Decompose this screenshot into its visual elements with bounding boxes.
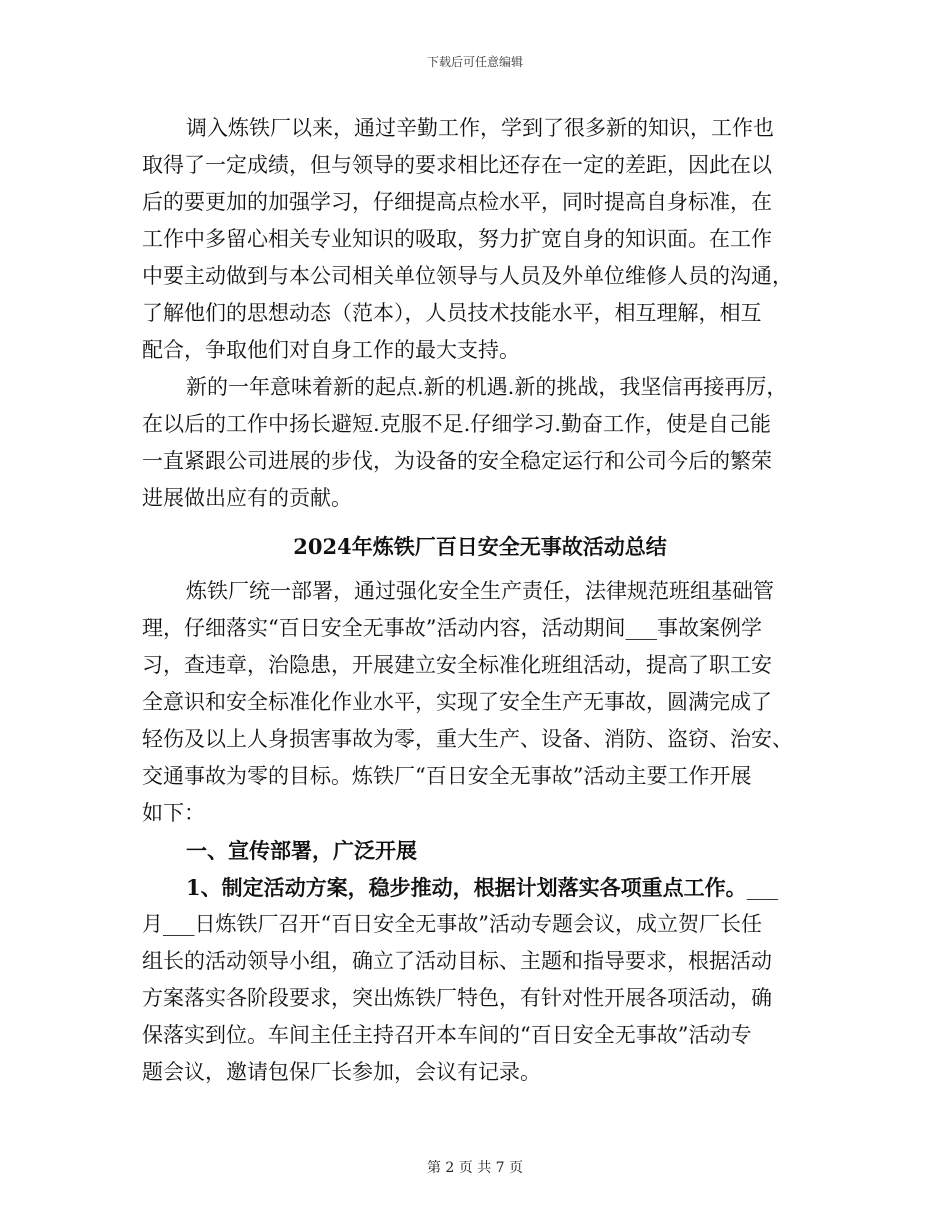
paragraph-summary (142, 573, 818, 832)
paragraph-new-year (142, 369, 818, 517)
text-line: 了解他们的思想动态（范本），人员技术技能水平，相互理解，相互 (142, 301, 762, 325)
text-line: 中要主动做到与本公司相关单位领导与人员及外单位维修人员的沟通， (142, 264, 793, 288)
text-line: 新的一年意味着新的起点.新的机遇.新的挑战，我坚信再接再厉， (186, 375, 788, 399)
blank-underline: ___ (746, 876, 779, 900)
text-line: 交通事故为零的目标。炼铁厂“百日安全无事故”活动主要工作开展 (142, 764, 752, 788)
text-line: 在以后的工作中扬长避短.克服不足.仔细学习.勤奋工作，使是自己能 (142, 412, 772, 436)
paragraph-intro (142, 110, 818, 369)
header-note: 下载后可任意编辑 (426, 55, 523, 69)
section-heading: 一、宣传部署，广泛开展 (186, 838, 417, 863)
text-line (142, 869, 818, 906)
text-line: 组长的活动领导小组，确立了活动目标、主题和指导要求，根据活动 (142, 949, 772, 973)
paragraph-item-1 (142, 869, 818, 1091)
text-line: 题会议，邀请包保厂长参加，会议有记录。 (142, 1060, 541, 1084)
text-line: 调入炼铁厂以来，通过辛勤工作，学到了很多新的知识，工作也 (186, 116, 774, 140)
text-line: 一直紧跟公司进展的步伐，为设备的安全稳定运行和公司今后的繁荣 (142, 449, 772, 473)
text-line: 取得了一定成绩，但与领导的要求相比还存在一定的差距，因此在以 (142, 153, 772, 177)
text-line: 工作中多留心相关专业知识的吸取，努力扩宽自身的知识面。在工作 (142, 227, 772, 251)
text-line: 全意识和安全标准化作业水平，实现了安全生产无事故，圆满完成了 (142, 690, 772, 714)
text-line: 轻伤及以上人身损害事故为零，重大生产、设备、消防、盗窃、治安、 (142, 727, 793, 751)
text-line: 进展做出应有的贡献。 (142, 486, 352, 510)
text-line: 配合，争取他们对自身工作的最大支持。 (142, 338, 520, 362)
text-line: 理，仔细落实“百日安全无事故”活动内容，活动期间___事故案例学 (142, 616, 762, 640)
text-line: 如下： (142, 801, 205, 825)
text-line: 月___日炼铁厂召开“百日安全无事故”活动专题会议，成立贺厂长任 (142, 912, 762, 936)
document-body (142, 110, 818, 1091)
text-line: 炼铁厂统一部署，通过强化安全生产责任，法律规范班组基础管 (186, 579, 774, 603)
text-line: 保落实到位。车间主任主持召开本车间的“百日安全无事故”活动专 (142, 1023, 752, 1047)
text-line: 后的要更加的加强学习，仔细提高点检水平，同时提高自身标准，在 (142, 190, 772, 214)
document-title: 2024年炼铁厂百日安全无事故活动总结 (293, 534, 667, 559)
item-heading: 1、制定活动方案，稳步推动，根据计划落实各项重点工作。 (186, 875, 747, 900)
text-line: 习，查违章，治隐患，开展建立安全标准化班组活动，提高了职工安 (142, 653, 772, 677)
page-number: 第 2 页 共 7 页 (426, 1160, 524, 1176)
text-line: 方案落实各阶段要求，突出炼铁厂特色，有针对性开展各项活动，确 (142, 986, 772, 1010)
